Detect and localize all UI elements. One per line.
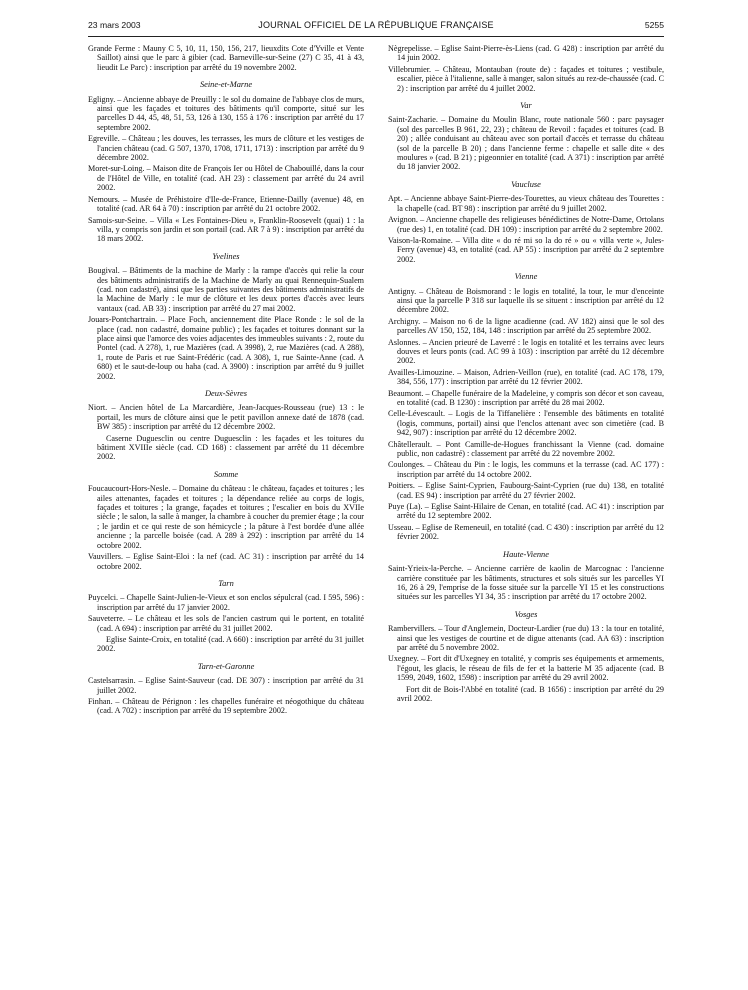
monument-entry: Puycelci. – Chapelle Saint-Julien-le-Vieux et son enclos sépulcral (cad. I 595, 596) : inscription par arrêté du 17 janvier 2002. — [88, 593, 364, 612]
monument-entry: Antigny. – Château de Boismorand : le logis en totalité, la tour, le mur d'enceinte ainsi que la parcelle P 318 sur laquelle ils se situent : inscription par arrêté du 12 décembre 2002. — [388, 286, 664, 315]
department-heading: Var — [520, 101, 532, 111]
monument-entry: Castelsarrasin. – Eglise Saint-Sauveur (cad. DE 307) : inscription par arrêté du 31 juillet 2002. — [88, 676, 364, 695]
monument-entry: Jouars-Pontchartrain. – Place Foch, anciennement dite Place Ronde : le sol de la place (cad. non cadastré, domaine public) ; les façades et toitures donnant sur la place ainsi que l'amorce des voies adjacentes des immeubles suivants : 2, route du Pontel (cad. A 278), 1, rue Mazières (cad. A 3998), 2, rue Mazières (cad. A 288), 1, route de Paris et rue Saint-Frédéric (cad. A 308), 1, rue Sainte-Anne (cad. A 680) et le saut-de-loup ou haha (cad. A 3900) : inscription par arrêté du 9 juillet 2002. — [88, 315, 364, 381]
monument-entry: Uxegney. – Fort dit d'Uxegney en totalité, y compris ses équipements et armements, l'égout, les glacis, le réseau de fils de fer et la batterie M 35 adjacente (cad. B 1599, 2049, 1602, 1598) : inscription par arrêté du 29 avril 2002. — [388, 654, 664, 683]
monument-entry: Moret-sur-Loing. – Maison dite de François Ier ou Hôtel de Chabouillé, dans la cour de l'Hôtel de Ville, en totalité (cad. AH 23) : classement par arrêté du 24 avril 2002. — [88, 164, 364, 193]
monument-entry: Beaumont. – Chapelle funéraire de la Madeleine, y compris son décor et son caveau, en totalité (cad. B 1230) : inscription par arrêté du 28 mai 2002. — [388, 388, 664, 407]
monument-entry: Poitiers. – Eglise Saint-Cyprien, Faubourg-Saint-Cyprien (rue du) 138, en totalité (cad. ES 94) : inscription par arrêté du 27 février 2002. — [388, 481, 664, 500]
monument-entry: Caserne Duguesclin ou centre Duguesclin : les façades et les toitures du bâtiment XVIIIe siècle (cad. CD 168) : classement par arrêté du 11 décembre 2002. — [97, 433, 364, 462]
department-heading: Deux-Sèvres — [204, 389, 247, 398]
department-heading: Vosges — [514, 609, 538, 619]
monument-entry: Vaison-la-Romaine. – Villa dite « do ré mi so la do ré » ou « villa verte », Jules-Ferry (avenue) 43, en totalité (cad. AP 55) : inscription par arrêté du 2 septembre 2002. — [388, 235, 664, 264]
monument-entry: Aslonnes. – Ancien prieuré de Laverré : le logis en totalité et les terrains avec leurs douves et leurs ponts (cad. AC 99 à 103) : inscription par arrêté du 12 décembre 2002. — [388, 337, 664, 366]
department-heading: Haute-Vienne — [503, 549, 549, 559]
monument-entry: Bougival. – Bâtiments de la machine de Marly : la rampe d'accès qui relie la cour des bâtiments administratifs de la Machine de Marly au quai Rennequin-Sualem (cad. non cadastré), ainsi que les parties suivantes des bâtiments administratifs de la Machine de Marly : le mur de clôture et les deux portes d'accès avec leurs vantaux (cad. AB 33) : inscription par arrêté du 27 mai 2002. — [88, 266, 364, 313]
monument-entry: Fort dit de Bois-l'Abbé en totalité (cad. B 1656) : inscription par arrêté du 29 avril 2002. — [397, 684, 664, 703]
monument-entry: Finhan. – Château de Pérignon : les chapelles funéraire et néogothique du château (cad. A 702) : inscription par arrêté du 19 septembre 2002. — [88, 696, 364, 716]
monument-entry: Puye (La). – Eglise Saint-Hilaire de Cenan, en totalité (cad. AC 41) : inscription par arrêté du 12 septembre 2002. — [388, 502, 664, 521]
department-heading: Somme — [213, 469, 239, 479]
monument-entry: Apt. – Ancienne abbaye Saint-Pierre-des-Tourettes, au vieux château des Tourettes : la chapelle (cad. BT 98) : inscription par arrêté du 9 juillet 2002. — [388, 194, 664, 213]
monument-entry: Foucaucourt-Hors-Nesle. – Domaine du château : le château, façades et toitures ; les ailes attenantes, façades et toitures ; la dépendance reliée au corps de logis, façades et toitures ; la grange, façades et toitures ; l'escalier en bois du XVIIe siècle ; le salon, la salle à manger, la chambre à coucher du premier étage ; la cour ; le jardin et ce qui reste de son hémicycle ; la pâture à l'est bordée d'une allée ancienne ; la parcelle boisée (cad. A 289 à 292) : inscription par arrêté du 14 octobre 2002. — [88, 484, 364, 550]
department-heading: Yvelines — [212, 251, 240, 261]
monument-entry: Eglise Sainte-Croix, en totalité (cad. A 660) : inscription par arrêté du 31 juillet 2002. — [97, 634, 364, 654]
monument-entry: Availles-Limouzine. – Maison, Adrien-Veillon (rue), en totalité (cad. AC 178, 179, 384, 556, 177) : inscription par arrêté du 12 février 2002. — [388, 367, 664, 387]
monument-entry: Saint-Zacharie. – Domaine du Moulin Blanc, route nationale 560 : parc paysager (sol des parcelles B 961, 22, 23) ; château de Revoil : façades et toitures (cad. B 20) ; allée conduisant au château avec son portail d'accès et terrasse du château (sol de la parcelle B 20) ; dans l'ancienne ferme : chapelle et salle dite « des moulures » (cad. B 21) ; pigeonnier en totalité (cad. A 371) : inscription par arrêté du 18 janvier 2002. — [388, 115, 664, 172]
department-heading: Tarn-et-Garonne — [197, 661, 255, 671]
monument-entry: Villebrumier. – Château, Montauban (route de) : façades et toitures ; vestibule, escalier, pièce à l'italienne, salle à manger, salon situés au rez-de-chaussée (cad. C 2) : inscription par arrêté du 4 juillet 2002. — [388, 64, 664, 93]
monument-entry: Celle-Lévescault. – Logis de la Tiffanelière : l'ensemble des bâtiments en totalité (logis, communs, portail) ainsi que l'enclos attenant avec son cimetière (cad. B 942, 907) : inscription par arrêté du 12 décembre 2002. — [388, 409, 664, 438]
monument-entry: Vauvillers. – Eglise Saint-Eloi : la nef (cad. AC 31) : inscription par arrêté du 14 octobre 2002. — [88, 552, 364, 571]
monument-entry: Nègrepelisse. – Eglise Saint-Pierre-ès-Liens (cad. G 428) : inscription par arrêté du 14 juin 2002. — [388, 44, 664, 63]
journal-title: JOURNAL OFFICIEL DE LA RÉPUBLIQUE FRANÇAISE — [258, 20, 494, 30]
left-column — [88, 44, 364, 718]
monument-entry: Rambervillers. – Tour d'Anglemein, Docteur-Lardier (rue du) 13 : la tour en totalité, ainsi que les vestiges de courtine et de digue attenants (cad. AA 63) : inscription par arrêté du 5 novembre 2002. — [388, 624, 664, 652]
monument-entry: Coulonges. – Château du Pin : le logis, les communs et la terrasse (cad. AC 177) : inscription par arrêté du 14 octobre 2002. — [388, 460, 664, 479]
monument-entry: Châtellerault. – Pont Camille-de-Hogues franchissant la Vienne (cad. domaine public, non cadastré) : classement par arrêté du 22 novembre 2002. — [388, 439, 664, 459]
header-date: 23 mars 2003 — [88, 20, 141, 30]
monument-entry: Egligny. – Ancienne abbaye de Preuilly : le sol du domaine de l'abbaye clos de murs, ainsi que les façades et toitures des bâtiments qu'il comporte, situé sur les parcelles D 44, 45, 48, 51, 53, 126 à 130, 155 à 176 : inscription par arrêté du 17 septembre 2002. — [88, 94, 364, 132]
page-header — [88, 20, 664, 34]
right-column — [388, 44, 664, 705]
monument-entry: Samois-sur-Seine. – Villa « Les Fontaines-Dieu », Franklin-Roosevelt (quai) 1 : la villa, y compris son jardin et son portail (cad. AR 7 à 9) : inscription par arrêté du 18 mars 2002. — [88, 215, 364, 244]
monument-entry: Saint-Yrieix-la-Perche. – Ancienne carrière de kaolin de Marcognac : l'ancienne carrière constituée par les bâtiments, structures et sols situés sur les parcelles YI 16, 26 à 29, l'emprise de la fosse située sur la parcelle YI 15 et les constructions situées sur les parcelles YI 34, 35 : inscription par arrêté du 17 octobre 2002. — [388, 564, 664, 602]
department-heading: Seine-et-Marne — [199, 80, 253, 90]
department-heading: Vaucluse — [511, 179, 541, 189]
monument-entry: Niort. – Ancien hôtel de La Marcardière, Jean-Jacques-Rousseau (rue) 13 : le portail, les murs de clôture ainsi que le petit pavillon annexe daté de 1878 (cad. BW 385) : inscription par arrêté du 12 décembre 2002. — [88, 403, 364, 432]
department-heading: Vienne — [514, 272, 538, 282]
page-number: 5255 — [644, 20, 664, 30]
monument-entry: Grande Ferme : Mauny C 5, 10, 11, 150, 156, 217, lieuxdits Cote d'Yville et Vente Saillot) ainsi que le parc à gibier (cad. Barneville-sur-Seine (27) C 35, 41 à 43, lieudit Le Parc) : inscription par arrêté du 19 novembre 2002. — [88, 44, 364, 72]
monument-entry: Nemours. – Musée de Préhistoire d'Ile-de-France, Etienne-Dailly (avenue) 48, en totalité (cad. AR 64 à 70) : inscription par arrêté du 21 octobre 2002. — [88, 194, 364, 214]
monument-entry: Avignon. – Ancienne chapelle des religieuses bénédictines de Notre-Dame, Ortolans (rue des) 1, en totalité (cad. DH 109) : inscription par arrêté du 2 septembre 2002. — [388, 215, 664, 234]
header-rule — [88, 36, 664, 37]
monument-entry: Usseau. – Eglise de Remeneuil, en totalité (cad. C 430) : inscription par arrêté du 12 février 2002. — [388, 522, 664, 542]
monument-entry: Egreville. – Château ; les douves, les terrasses, les murs de clôture et les vestiges de l'ancien château (cad. G 507, 1370, 1708, 1711, 1713) : inscription par arrêté du 9 décembre 2002. — [88, 134, 364, 163]
monument-entry: Sauveterre. – Le château et les sols de l'ancien castrum qui le portent, en totalité (cad. A 694) : inscription par arrêté du 31 juillet 2002. — [88, 614, 364, 633]
department-heading: Tarn — [218, 578, 234, 588]
monument-entry: Archigny. – Maison no 6 de la ligne acadienne (cad. AV 182) ainsi que le sol des parcelles AV 150, 152, 184, 148 : inscription par arrêté du 25 septembre 2002. — [388, 316, 664, 336]
